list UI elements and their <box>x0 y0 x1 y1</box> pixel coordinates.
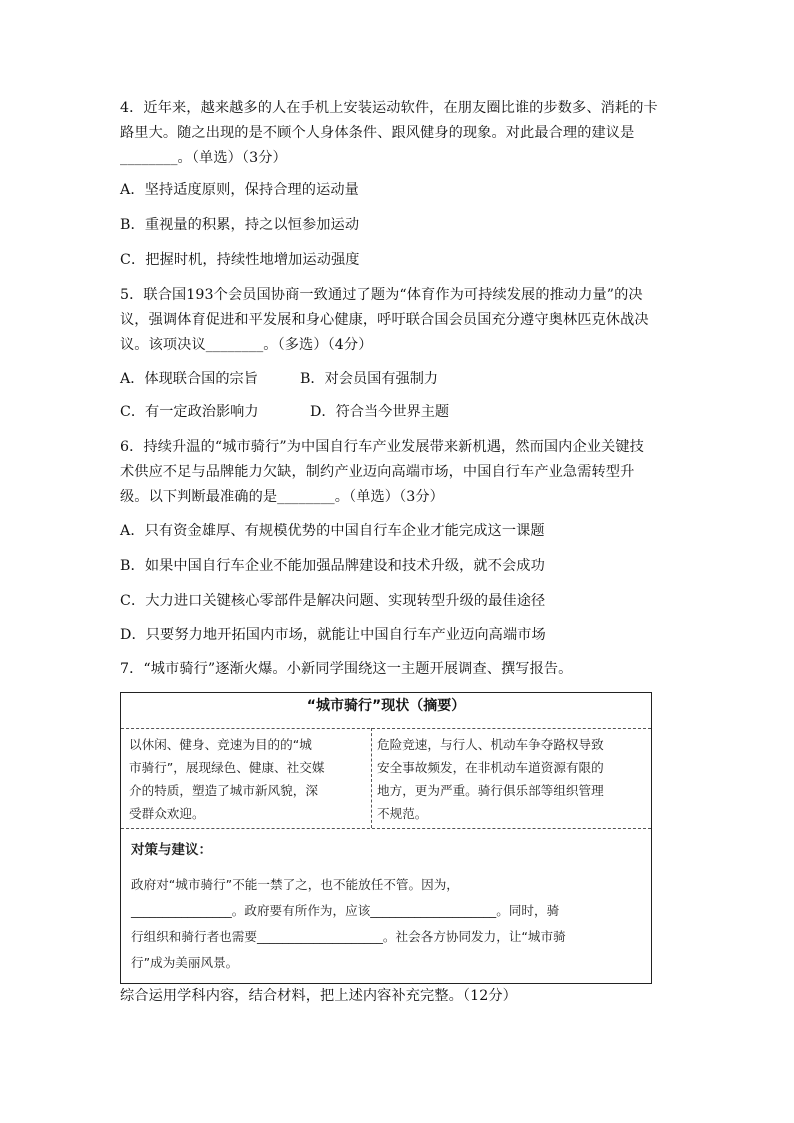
suggestion-line-2: ________________。政府要有所作为，应该____________________。同时，骑 <box>131 903 560 918</box>
q5-option-d: D．符合当今世界主题 <box>310 404 450 420</box>
suggestion-line-4: 行”成为美丽风景。 <box>131 955 239 970</box>
table-right-line-3: 地方，更为严重。骑行俱乐部等组织管理 <box>377 783 604 798</box>
q5-line-3: 议。该项决议________。（多选）（4分） <box>120 337 373 353</box>
q5-option-c: C．有一定政治影响力 <box>120 404 259 420</box>
q4-line-3: ________。（单选）（3分） <box>120 150 287 166</box>
q6-line-3: 级。以下判断最准确的是________。（单选）（3分） <box>120 489 444 505</box>
q5-option-a: A．体现联合国的宗旨 <box>120 371 258 387</box>
q6-option-b: B．如果中国自行车企业不能加强品牌建设和技术升级，就不会成功 <box>120 558 545 574</box>
table-right-line-2: 安全事故频发，在非机动车道资源有限的 <box>377 760 604 775</box>
table-divider-vertical <box>371 728 372 828</box>
q7-footer: 综合运用学科内容，结合材料，把上述内容补充完整。（12分） <box>120 988 517 1004</box>
suggestion-line-1: 政府对“城市骑行”不能一禁了之，也不能放任不管。因为， <box>131 877 459 892</box>
q5-line-1: 5．联合国193个会员国协商一致通过了题为“体育作为可持续发展的推动力量”的决 <box>120 287 643 303</box>
table-left-line-1: 以休闲、健身、竞速为目的的“城 <box>129 737 312 752</box>
q5-line-2: 议，强调体育促进和平发展和身心健康，呼吁联合国会员国充分遵守奥林匹克休战决 <box>120 312 649 328</box>
table-title: “城市骑行”现状（摘要） <box>306 698 466 714</box>
q6-option-d: D．只要努力地开拓国内市场，就能让中国自行车产业迈向高端市场 <box>120 627 546 643</box>
q4-option-b: B．重视量的积累，持之以恒参加运动 <box>120 217 360 233</box>
suggestions-heading: 对策与建议： <box>131 842 212 858</box>
q4-line-2: 路里大。随之出现的是不顾个人身体条件、跟风健身的现象。对此最合理的建议是 <box>120 125 635 141</box>
riding-status-table <box>120 692 652 984</box>
q4-option-c: C．把握时机，持续性地增加运动强度 <box>120 252 360 268</box>
table-left-line-2: 市骑行”，展现绿色、健康、社交媒 <box>129 760 325 775</box>
q5-option-b: B．对会员国有强制力 <box>300 371 439 387</box>
q6-option-a: A．只有资金雄厚、有规模优势的中国自行车企业才能完成这一课题 <box>120 523 545 539</box>
q4-line-1: 4．近年来，越来越多的人在手机上安装运动软件，在朋友圈比谁的步数多、消耗的卡 <box>120 100 658 116</box>
q6-option-c: C．大力进口关键核心零部件是解决问题、实现转型升级的最佳途径 <box>120 593 546 609</box>
q6-line-2: 术供应不足与品牌能力欠缺，制约产业迈向高端市场，中国自行车产业急需转型升 <box>120 464 635 480</box>
q6-line-1: 6．持续升温的“城市骑行”为中国自行车产业发展带来新机遇，然而国内企业关键技 <box>120 439 644 455</box>
q4-option-a: A．坚持适度原则，保持合理的运动量 <box>120 182 359 198</box>
table-divider-middle <box>121 828 651 829</box>
table-left-line-3: 介的特质，塑造了城市新风貌，深 <box>129 783 318 798</box>
table-left-line-4: 受群众欢迎。 <box>129 806 205 821</box>
table-divider-top <box>121 728 651 729</box>
q7-intro: 7．“城市骑行”逐渐火爆。小新同学围绕这一主题开展调查、撰写报告。 <box>120 661 573 677</box>
table-right-line-4: 不规范。 <box>377 806 428 821</box>
suggestion-line-3: 行组织和骑行者也需要____________________。社会各方协同发力，让“城市骑 <box>131 929 566 944</box>
table-right-line-1: 危险竞速，与行人、机动车争夺路权导致 <box>377 737 604 752</box>
